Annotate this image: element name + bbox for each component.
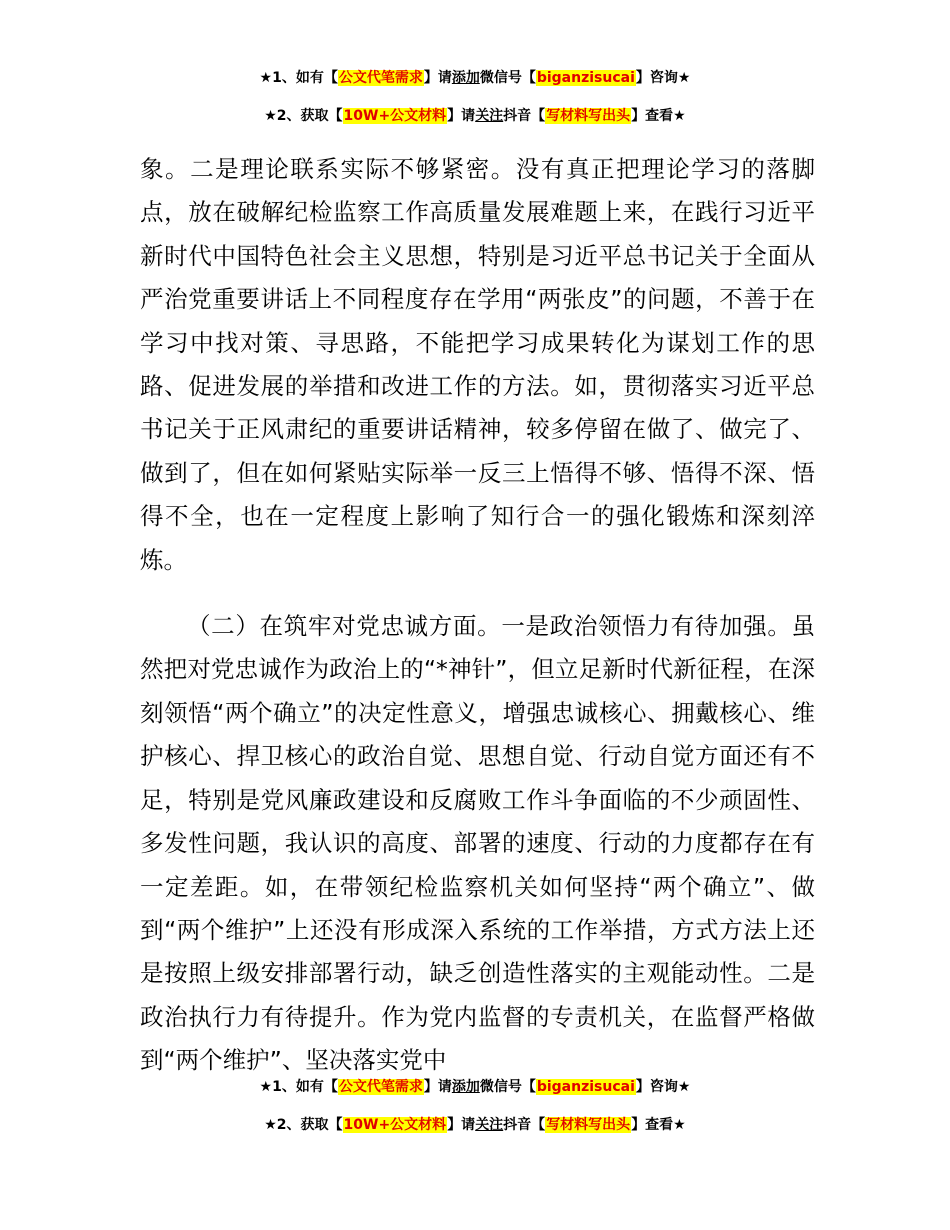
header-line-1-middle: 】请 [423,70,452,86]
header-line-1-suffix: 】咨询★ [635,70,691,86]
document-body [140,148,815,1083]
footer-line-1-suffix: 】咨询★ [635,1079,691,1095]
header-line-1 [0,68,950,88]
footer-line-2-highlight-douyin: 写材料写出头 [546,1117,631,1133]
header-line-2-underlined: 关注 [475,108,504,124]
header-line-2-middle-2: 抖音【 [503,108,546,124]
footer-line-2-underlined: 关注 [475,1117,504,1133]
body-paragraph-2: （二）在筑牢对党忠诚方面。一是政治领悟力有待加强。虽然把对党忠诚作为政治上的“*神针”，但立足新时代新征程，在深刻领悟“两个确立”的决定性意义，增强忠诚核心、拥戴核心、维护核心、捍卫核心的政治自觉、思想自觉、行动自觉方面还有不足，特别是党风廉政建设和反腐败工作斗争面临的不少顽固性、多发性问题，我认识的高度、部署的速度、行动的力度都存在有一定差距。如，在带领纪检监察机关如何坚持“两个确立”、做到“两个维护”上还没有形成深入系统的工作举措，方式方法上还是按照上级安排部署行动，缺乏创造性落实的主观能动性。二是政治执行力有待提升。作为党内监督的专责机关，在监督严格做到“两个维护”、坚决落实党中 [140,612,815,1075]
footer-line-1-middle-2: 微信号【 [479,1079,536,1095]
body-paragraph-1: 象。二是理论联系实际不够紧密。没有真正把理论学习的落脚点，放在破解纪检监察工作高质量发展难题上来，在践行习近平新时代中国特色社会主义思想，特别是习近平总书记关于全面从严治党重要讲话上不同程度存在学用“两张皮”的问题，不善于在学习中找对策、寻思路，不能把学习成果转化为谋划工作的思路、促进发展的举措和改进工作的方法。如，贯彻落实习近平总书记关于正风肃纪的重要讲话精神，较多停留在做了、做完了、做到了，但在如何紧贴实际举一反三上悟得不够、悟得不深、悟得不全，也在一定程度上影响了知行合一的强化锻炼和深刻淬炼。 [140,155,815,574]
footer-line-1-highlight-service: 公文代笔需求 [338,1079,423,1095]
header-line-2-prefix: ★2、获取【 [264,108,343,124]
header-line-2-middle: 】请 [447,108,476,124]
footer-line-1-middle: 】请 [423,1079,452,1095]
header-line-1-highlight-service: 公文代笔需求 [338,70,423,86]
header-line-2-suffix: 】查看★ [631,108,686,124]
footer-line-2-suffix: 】查看★ [631,1117,686,1133]
footer-line-1-underlined: 添加 [451,1079,480,1095]
header-line-1-middle-2: 微信号【 [479,70,536,86]
footer-line-1 [0,1077,950,1097]
header-line-1-prefix: ★1、如有【 [259,70,338,86]
footer-line-2-prefix: ★2、获取【 [264,1117,343,1133]
header-line-1-highlight-wechat: biganzisucai [536,70,635,86]
header-line-2-highlight-douyin: 写材料写出头 [546,108,631,124]
header-line-2 [0,106,950,126]
footer-line-1-highlight-wechat: biganzisucai [536,1079,635,1095]
footer-line-2-middle: 】请 [447,1117,476,1133]
header-line-2-highlight-materials: 10W+公文材料 [343,108,447,124]
footer-line-2 [0,1115,950,1135]
footer-line-2-middle-2: 抖音【 [503,1117,546,1133]
footer-line-1-prefix: ★1、如有【 [259,1079,338,1095]
footer-line-2-highlight-materials: 10W+公文材料 [343,1117,447,1133]
header-line-1-underlined: 添加 [451,70,480,86]
